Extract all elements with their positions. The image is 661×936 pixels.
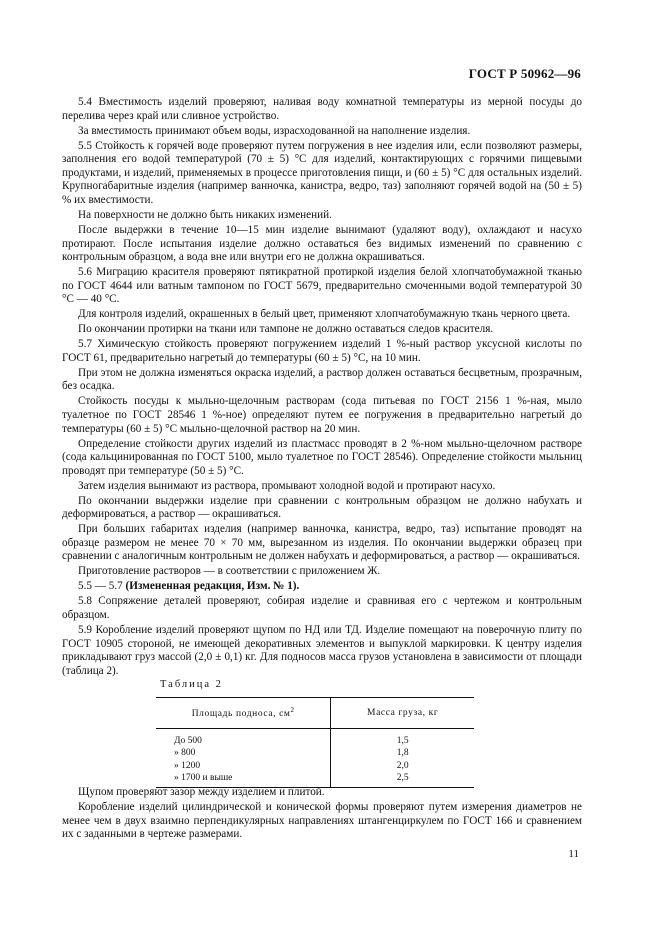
paragraph-5-7: 5.7 Химическую стойкость проверяют погружением изделий 1 %-ный раствор уксусной кислоты по ГОСТ 61, предварительно нагретый до температуры (60 ± 5) °С, на 10 мин.	[62, 338, 582, 364]
paragraph: По окончании выдержки изделие при сравнении с контрольным образцом не должно набухать и деформироваться, а раствор — окрашиваться.	[62, 494, 582, 521]
paragraph: Для контроля изделий, окрашенных в белый цвет, применяют хлопчатобумажную ткань черного цвета.	[78, 308, 571, 321]
paragraph: Определение стойкости других изделий из пластмасс проводят в 2 %-ном мыльно-щелочном растворе (сода кальцинированная по ГОСТ 5100, мыло туалетное по ГОСТ 28546). Определение стойкости мыльниц проводят при температуре (50 ± 5) °С.	[62, 437, 582, 477]
paragraph: По окончании протирки на ткани или тампоне не должно оставаться следов красителя.	[78, 323, 494, 336]
paragraph: На поверхности не должно быть никаких изменений.	[78, 208, 332, 221]
paragraph: Приготовление растворов — в соответствии с приложением Ж.	[78, 565, 381, 578]
document-body	[62, 96, 582, 680]
paragraph: Коробление изделий цилиндрической и конической формы проверяют путем измерения диаметров не менее чем в двух взаимно перпендикулярных направлениях штангенциркулем по ГОСТ 166 и сравнением их с заданными в чертеже размерами.	[62, 800, 582, 841]
table-cell-mass: 2,0	[396, 760, 409, 771]
paragraph: За вместимость принимают объем воды, израсходованной на наполнение изделия.	[78, 124, 471, 137]
change-note	[62, 580, 582, 594]
paragraph-5-9: 5.9 Коробление изделий проверяют щупом по НД или ТД. Изделие помещают на поверочную плиту по ГОСТ 10905 стороной, не имеющей декоративных элементов и выпуклой маркировки. К центру изделия прикладывают груз массой (2,0 ± 0,1) кг. Для подносов масса грузов установлена в зависимости от площади (таблица 2).	[62, 624, 582, 677]
table-cell-area: » 800	[174, 748, 196, 759]
paragraph-5-6: 5.6 Миграцию красителя проверяют пятикратной протиркой изделия белой хлопчатобумажной тканью по ГОСТ 4644 или ватным тампоном по ГОСТ 5679, предварительно смоченными водой температурой 30 °С — 40 °С.	[62, 266, 582, 306]
paragraph-5-4: 5.4 Вместимость изделий проверяют, наливая воду комнатной температуры из мерной посуды до перелива через край или сливное устройство.	[62, 96, 582, 122]
table-cell-mass: 1,5	[396, 736, 409, 746]
table-cell-area: » 1200	[174, 760, 201, 771]
table-cell-mass: 1,8	[396, 748, 409, 759]
after-table-text	[62, 786, 582, 843]
table-2	[156, 697, 474, 788]
paragraph: Щупом проверяют зазор между изделием и плитой.	[78, 786, 325, 798]
table-header-row	[156, 698, 474, 729]
table-header-mass: Масса груза, кг	[331, 698, 474, 729]
change-note-text: (Измененная редакция, Изм. № 1).	[125, 580, 300, 593]
paragraph-5-5: 5.5 Стойкость к горячей воде проверяют путем погружения в нее изделия или, если позволяют размеры, заполнения его водой температурой (70 ± 5) °С для изделий, контактирующих с горячими пищевыми продуктами, и изделий, применяемых в процессе приготовления пищи, и (60 ± 5) °С для остальных изделий. Крупногабаритные изделия (например ванночка, канистра, ведро, таз) заполняют горячей водой на (50 ± 5) % их вместимости.	[62, 139, 582, 206]
paragraph: Стойкость посуды к мыльно-щелочным растворам (сода питьевая по ГОСТ 2156 1 %-ная, мыло туалетное по ГОСТ 28546 1 %-ное) определяют путем ее погружения в предварительно нагретый до температуры (60 ± 5) °С мыльно-щелочной раствор на 20 мин.	[62, 395, 582, 435]
table-cell-area: До 500	[174, 736, 202, 746]
change-note-range: 5.5 — 5.7	[78, 580, 123, 593]
document-code-header: ГОСТ Р 50962—96	[468, 66, 581, 81]
table-caption: Таблица 2	[160, 679, 223, 690]
page-number: 11	[568, 848, 579, 860]
table-cell-mass: 2,5	[396, 773, 409, 784]
table-cell-area: » 1700 и выше	[174, 773, 233, 784]
paragraph: После выдержки в течение 10—15 мин изделие вынимают (удаляют воду), охлаждают и насухо протирают. После испытания изделие должно оставаться без видимых изменений по сравнению с контрольным образцом, а вода вне или внутри его не должна окрашиваться.	[62, 223, 582, 264]
paragraph: При этом не должна изменяться окраска изделий, а раствор должен оставаться бесцветным, прозрачным, без осадка.	[62, 366, 582, 393]
table-header-area: Площадь подноса, $см^2$	[156, 698, 331, 729]
paragraph: Затем изделия вынимают из раствора, промывают холодной водой и протирают насухо.	[78, 479, 496, 492]
paragraph: При больших габаритах изделия (например ванночка, канистра, ведро, таз) испытание проводят на образце размером не менее 70 × 70 мм, вырезанном из изделия. По окончании выдержки образец при сравнении с аналогичным контрольным не должен набухать и деформироваться, а раствор — окрашиваться.	[62, 523, 582, 563]
table-body-row	[156, 729, 474, 788]
paragraph-5-8: 5.8 Сопряжение деталей проверяют, собирая изделие и сравнивая его с чертежом и контрольным образцом.	[62, 595, 582, 622]
